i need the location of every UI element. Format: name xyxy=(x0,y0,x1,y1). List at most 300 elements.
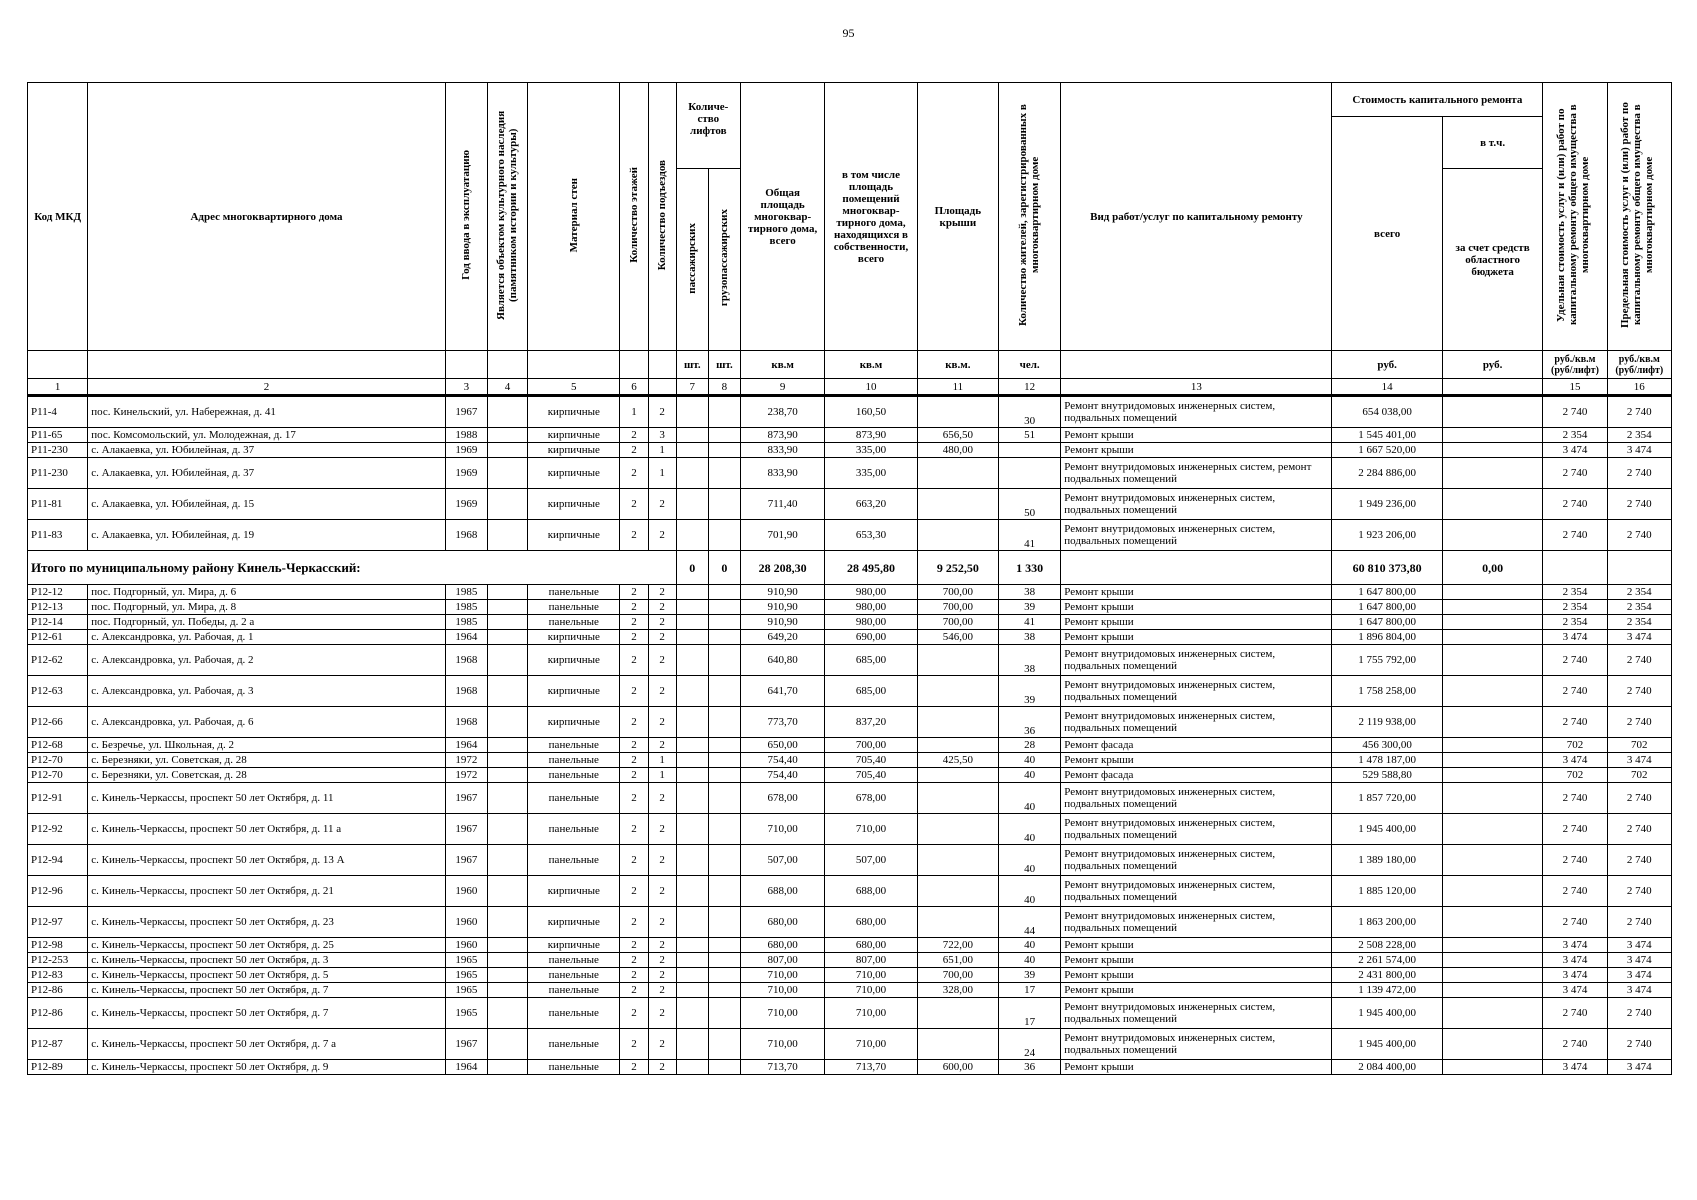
owned-area-cell: 680,00 xyxy=(825,938,917,953)
year-cell: 1965 xyxy=(445,953,487,968)
entrances-cell: 2 xyxy=(648,814,676,845)
residents-cell: 36 xyxy=(999,1060,1061,1075)
roof-area-cell xyxy=(917,458,998,489)
year-cell: 1967 xyxy=(445,814,487,845)
heritage-cell xyxy=(487,645,527,676)
house-code: Р12-68 xyxy=(28,738,88,753)
floors-cell: 2 xyxy=(620,1060,648,1075)
year-cell: 1985 xyxy=(445,615,487,630)
max-cost-cell: 2 354 xyxy=(1607,585,1671,600)
material-cell: панельные xyxy=(528,983,620,998)
entrances-cell: 1 xyxy=(648,768,676,783)
regional-cell xyxy=(1442,707,1542,738)
work-type-cell: Ремонт фасада xyxy=(1061,768,1332,783)
entrances-cell: 1 xyxy=(648,443,676,458)
house-address: с. Кинель-Черкассы, проспект 50 лет Октября, д. 9 xyxy=(88,1060,446,1075)
lift-passenger-cell xyxy=(676,615,708,630)
year-cell: 1967 xyxy=(445,1029,487,1060)
column-number: 6 xyxy=(620,379,648,396)
material-cell: панельные xyxy=(528,753,620,768)
lift-cargo-cell xyxy=(708,998,740,1029)
work-type-cell: Ремонт крыши xyxy=(1061,938,1332,953)
residents-cell: 40 xyxy=(999,953,1061,968)
roof-area-cell xyxy=(917,1029,998,1060)
cost-cell: 1 389 180,00 xyxy=(1332,845,1442,876)
entrances-cell: 2 xyxy=(648,1060,676,1075)
regional-cell xyxy=(1442,458,1542,489)
header-incl: в т.ч. xyxy=(1442,117,1542,169)
floors-cell: 2 xyxy=(620,630,648,645)
unit-cost-cell: 3 474 xyxy=(1543,938,1607,953)
lift-passenger-cell xyxy=(676,907,708,938)
entrances-cell: 2 xyxy=(648,876,676,907)
material-cell: кирпичные xyxy=(528,630,620,645)
lift-cargo-cell xyxy=(708,585,740,600)
work-type-cell: Ремонт внутридомовых инженерных систем, подвальных помещений xyxy=(1061,676,1332,707)
residents-cell: 40 xyxy=(999,768,1061,783)
house-code: Р12-70 xyxy=(28,753,88,768)
table-row xyxy=(28,585,1672,600)
heritage-cell xyxy=(487,738,527,753)
work-type-cell: Ремонт внутридомовых инженерных систем, ремонт подвальных помещений xyxy=(1061,458,1332,489)
floors-cell: 1 xyxy=(620,396,648,428)
column-number: 3 xyxy=(445,379,487,396)
unit-cost-cell: 2 740 xyxy=(1543,876,1607,907)
heritage-cell xyxy=(487,630,527,645)
roof-area-cell: 425,50 xyxy=(917,753,998,768)
header-address: Адрес многоквартирного дома xyxy=(88,83,446,351)
column-number xyxy=(1442,379,1542,396)
year-cell: 1985 xyxy=(445,600,487,615)
max-cost-cell: 3 474 xyxy=(1607,953,1671,968)
lift-passenger-cell xyxy=(676,1060,708,1075)
heritage-cell xyxy=(487,1060,527,1075)
roof-area-cell xyxy=(917,520,998,551)
table-row xyxy=(28,953,1672,968)
house-address: с. Алакаевка, ул. Юбилейная, д. 37 xyxy=(88,443,446,458)
house-code: Р12-13 xyxy=(28,600,88,615)
heritage-cell xyxy=(487,968,527,983)
house-address: пос. Комсомольский, ул. Молодежная, д. 17 xyxy=(88,428,446,443)
cost-cell: 1 945 400,00 xyxy=(1332,814,1442,845)
heritage-cell xyxy=(487,768,527,783)
entrances-cell: 3 xyxy=(648,428,676,443)
column-number: 7 xyxy=(676,379,708,396)
roof-area-cell: 700,00 xyxy=(917,600,998,615)
work-type-cell: Ремонт внутридомовых инженерных систем, подвальных помещений xyxy=(1061,707,1332,738)
total-area: 28 208,30 xyxy=(740,551,824,585)
house-code: Р12-14 xyxy=(28,615,88,630)
regional-cell xyxy=(1442,428,1542,443)
unit-cost-cell: 2 740 xyxy=(1543,907,1607,938)
lift-passenger-cell xyxy=(676,396,708,428)
header-work-type: Вид работ/услуг по капитальному ремонту xyxy=(1061,83,1332,351)
header-residents: Количество жителей, зарегистрированных в многоквартирном доме xyxy=(1016,104,1041,326)
column-number: 13 xyxy=(1061,379,1332,396)
house-address: с. Березняки, ул. Советская, д. 28 xyxy=(88,753,446,768)
residents-cell xyxy=(999,443,1061,458)
year-cell: 1967 xyxy=(445,845,487,876)
cost-cell: 1 758 258,00 xyxy=(1332,676,1442,707)
lift-cargo-cell xyxy=(708,707,740,738)
residents-cell: 17 xyxy=(999,983,1061,998)
heritage-cell xyxy=(487,938,527,953)
lift-cargo-cell xyxy=(708,630,740,645)
unit-cost-cell: 2 740 xyxy=(1543,645,1607,676)
roof-area-cell xyxy=(917,768,998,783)
regional-cell xyxy=(1442,876,1542,907)
year-cell: 1960 xyxy=(445,938,487,953)
material-cell: панельные xyxy=(528,968,620,983)
cost-cell: 1 945 400,00 xyxy=(1332,998,1442,1029)
work-type-cell: Ремонт внутридомовых инженерных систем, подвальных помещений xyxy=(1061,907,1332,938)
owned-area-cell: 713,70 xyxy=(825,1060,917,1075)
lift-passenger-cell xyxy=(676,520,708,551)
unit-cell: шт. xyxy=(708,351,740,379)
work-type-cell: Ремонт крыши xyxy=(1061,443,1332,458)
unit-cost-cell: 2 740 xyxy=(1543,998,1607,1029)
material-cell: кирпичные xyxy=(528,443,620,458)
house-code: Р11-83 xyxy=(28,520,88,551)
total-area-cell: 701,90 xyxy=(740,520,824,551)
heritage-cell xyxy=(487,428,527,443)
roof-area-cell xyxy=(917,876,998,907)
cost-cell: 1 885 120,00 xyxy=(1332,876,1442,907)
material-cell: кирпичные xyxy=(528,645,620,676)
table-row xyxy=(28,1060,1672,1075)
total-work-empty xyxy=(1061,551,1332,585)
cost-cell: 2 508 228,00 xyxy=(1332,938,1442,953)
total-area-cell: 649,20 xyxy=(740,630,824,645)
max-cost-cell: 2 740 xyxy=(1607,998,1671,1029)
table-row xyxy=(28,600,1672,615)
roof-area-cell: 722,00 xyxy=(917,938,998,953)
lift-cargo-cell xyxy=(708,814,740,845)
header-lift-cargo: грузопассажирских xyxy=(718,209,731,307)
material-cell: панельные xyxy=(528,738,620,753)
floors-cell: 2 xyxy=(620,876,648,907)
column-number: 12 xyxy=(999,379,1061,396)
owned-area-cell: 837,20 xyxy=(825,707,917,738)
cost-cell: 1 647 800,00 xyxy=(1332,585,1442,600)
column-number: 4 xyxy=(487,379,527,396)
unit-cost-cell: 2 740 xyxy=(1543,520,1607,551)
cost-cell: 1 896 804,00 xyxy=(1332,630,1442,645)
house-code: Р12-12 xyxy=(28,585,88,600)
lift-passenger-cell xyxy=(676,814,708,845)
owned-area-cell: 710,00 xyxy=(825,814,917,845)
residents-cell: 40 xyxy=(999,753,1061,768)
roof-area-cell xyxy=(917,396,998,428)
owned-area-cell: 873,90 xyxy=(825,428,917,443)
max-cost-cell: 702 xyxy=(1607,738,1671,753)
regional-cell xyxy=(1442,968,1542,983)
table-row xyxy=(28,845,1672,876)
year-cell: 1968 xyxy=(445,676,487,707)
material-cell: кирпичные xyxy=(528,938,620,953)
regional-cell xyxy=(1442,738,1542,753)
material-cell: панельные xyxy=(528,953,620,968)
header-lift-passenger: пассажирских xyxy=(686,222,699,294)
work-type-cell: Ремонт крыши xyxy=(1061,983,1332,998)
work-type-cell: Ремонт фасада xyxy=(1061,738,1332,753)
table-row xyxy=(28,458,1672,489)
floors-cell: 2 xyxy=(620,585,648,600)
floors-cell: 2 xyxy=(620,814,648,845)
heritage-cell xyxy=(487,615,527,630)
residents-cell: 40 xyxy=(999,938,1061,953)
lift-passenger-cell xyxy=(676,768,708,783)
unit-cost-cell: 2 354 xyxy=(1543,615,1607,630)
roof-area-cell xyxy=(917,783,998,814)
year-cell: 1967 xyxy=(445,396,487,428)
floors-cell: 2 xyxy=(620,738,648,753)
floors-cell: 2 xyxy=(620,953,648,968)
material-cell: панельные xyxy=(528,1029,620,1060)
house-address: с. Александровка, ул. Рабочая, д. 1 xyxy=(88,630,446,645)
cost-cell: 529 588,80 xyxy=(1332,768,1442,783)
total-area-cell: 833,90 xyxy=(740,443,824,458)
entrances-cell: 2 xyxy=(648,676,676,707)
total-area-cell: 238,70 xyxy=(740,396,824,428)
cost-cell: 2 119 938,00 xyxy=(1332,707,1442,738)
table-row xyxy=(28,489,1672,520)
roof-area-cell xyxy=(917,738,998,753)
entrances-cell: 2 xyxy=(648,600,676,615)
regional-cell xyxy=(1442,489,1542,520)
entrances-cell: 1 xyxy=(648,753,676,768)
heritage-cell xyxy=(487,585,527,600)
year-cell: 1965 xyxy=(445,968,487,983)
floors-cell: 2 xyxy=(620,520,648,551)
entrances-cell: 2 xyxy=(648,630,676,645)
house-code: Р11-230 xyxy=(28,458,88,489)
unit-cost-cell: 702 xyxy=(1543,738,1607,753)
lift-cargo-cell xyxy=(708,738,740,753)
cost-cell: 1 139 472,00 xyxy=(1332,983,1442,998)
max-cost-cell: 3 474 xyxy=(1607,753,1671,768)
cost-cell: 1 923 206,00 xyxy=(1332,520,1442,551)
entrances-cell: 2 xyxy=(648,845,676,876)
house-code: Р12-96 xyxy=(28,876,88,907)
owned-area-cell: 980,00 xyxy=(825,615,917,630)
header-heritage: Является объектом культурного наследия (памятником истории и культуры) xyxy=(494,110,519,320)
owned-area-cell: 980,00 xyxy=(825,585,917,600)
floors-cell: 2 xyxy=(620,783,648,814)
roof-area-cell xyxy=(917,998,998,1029)
table-row xyxy=(28,983,1672,998)
house-address: с. Кинель-Черкассы, проспект 50 лет Октября, д. 3 xyxy=(88,953,446,968)
column-number: 11 xyxy=(917,379,998,396)
year-cell: 1969 xyxy=(445,443,487,458)
entrances-cell: 2 xyxy=(648,1029,676,1060)
owned-area-cell: 680,00 xyxy=(825,907,917,938)
owned-area-cell: 653,30 xyxy=(825,520,917,551)
owned-area-cell: 710,00 xyxy=(825,983,917,998)
table-row xyxy=(28,814,1672,845)
heritage-cell xyxy=(487,676,527,707)
total-area-cell: 650,00 xyxy=(740,738,824,753)
entrances-cell: 2 xyxy=(648,938,676,953)
regional-cell xyxy=(1442,630,1542,645)
regional-cell xyxy=(1442,1060,1542,1075)
regional-cell xyxy=(1442,907,1542,938)
residents-cell: 28 xyxy=(999,738,1061,753)
unit-cost-cell: 3 474 xyxy=(1543,953,1607,968)
total-max-empty xyxy=(1607,551,1671,585)
cost-cell: 2 284 886,00 xyxy=(1332,458,1442,489)
unit-cost-cell: 2 740 xyxy=(1543,707,1607,738)
table-row xyxy=(28,753,1672,768)
max-cost-cell: 2 740 xyxy=(1607,520,1671,551)
cost-cell: 2 431 800,00 xyxy=(1332,968,1442,983)
total-area-cell: 833,90 xyxy=(740,458,824,489)
total-lift-passenger: 0 xyxy=(676,551,708,585)
work-type-cell: Ремонт внутридомовых инженерных систем, подвальных помещений xyxy=(1061,783,1332,814)
lift-cargo-cell xyxy=(708,1029,740,1060)
owned-area-cell: 705,40 xyxy=(825,768,917,783)
owned-area-cell: 980,00 xyxy=(825,600,917,615)
header-regional: за счет средств областного бюджета xyxy=(1442,169,1542,351)
max-cost-cell: 2 740 xyxy=(1607,676,1671,707)
year-cell: 1967 xyxy=(445,783,487,814)
work-type-cell: Ремонт крыши xyxy=(1061,1060,1332,1075)
lift-cargo-cell xyxy=(708,907,740,938)
regional-cell xyxy=(1442,443,1542,458)
max-cost-cell: 2 740 xyxy=(1607,783,1671,814)
unit-cost-cell: 2 740 xyxy=(1543,1029,1607,1060)
owned-area-cell: 710,00 xyxy=(825,998,917,1029)
unit-cost-cell: 702 xyxy=(1543,768,1607,783)
total-area-cell: 710,00 xyxy=(740,983,824,998)
residents-cell: 36 xyxy=(999,707,1061,738)
total-area-cell: 507,00 xyxy=(740,845,824,876)
unit-cell: руб. xyxy=(1442,351,1542,379)
total-area-cell: 910,90 xyxy=(740,600,824,615)
heritage-cell xyxy=(487,845,527,876)
unit-cost-cell: 2 740 xyxy=(1543,396,1607,428)
lift-cargo-cell xyxy=(708,615,740,630)
lift-passenger-cell xyxy=(676,489,708,520)
lift-cargo-cell xyxy=(708,428,740,443)
column-number: 5 xyxy=(528,379,620,396)
lift-cargo-cell xyxy=(708,443,740,458)
total-area-cell: 754,40 xyxy=(740,768,824,783)
column-number: 2 xyxy=(88,379,446,396)
header-owned-area: в том числе площадь помещений многоквар-тирного дома, находящихся в собственности, всего xyxy=(825,83,917,351)
work-type-cell: Ремонт крыши xyxy=(1061,953,1332,968)
unit-cell: руб. xyxy=(1332,351,1442,379)
floors-cell: 2 xyxy=(620,645,648,676)
lift-cargo-cell xyxy=(708,845,740,876)
unit-cost-cell: 2 354 xyxy=(1543,600,1607,615)
house-address: с. Безречье, ул. Школьная, д. 2 xyxy=(88,738,446,753)
table-row xyxy=(28,615,1672,630)
total-area-cell: 873,90 xyxy=(740,428,824,443)
unit-cost-cell: 2 740 xyxy=(1543,814,1607,845)
lift-cargo-cell xyxy=(708,600,740,615)
residents-cell: 17 xyxy=(999,998,1061,1029)
lift-passenger-cell xyxy=(676,953,708,968)
floors-cell: 2 xyxy=(620,600,648,615)
residents-cell: 38 xyxy=(999,630,1061,645)
year-cell: 1972 xyxy=(445,753,487,768)
heritage-cell xyxy=(487,489,527,520)
lift-cargo-cell xyxy=(708,983,740,998)
cost-cell: 1 545 401,00 xyxy=(1332,428,1442,443)
total-label: Итого по муниципальному району Кинель-Черкасский: xyxy=(28,551,677,585)
regional-cell xyxy=(1442,845,1542,876)
house-code: Р12-98 xyxy=(28,938,88,953)
max-cost-cell: 3 474 xyxy=(1607,968,1671,983)
house-address: с. Кинель-Черкассы, проспект 50 лет Октября, д. 13 А xyxy=(88,845,446,876)
house-code: Р12-91 xyxy=(28,783,88,814)
unit-cell: чел. xyxy=(999,351,1061,379)
max-cost-cell: 2 740 xyxy=(1607,1029,1671,1060)
total-unit-empty xyxy=(1543,551,1607,585)
total-area-cell: 688,00 xyxy=(740,876,824,907)
floors-cell: 2 xyxy=(620,938,648,953)
table-row xyxy=(28,676,1672,707)
residents-cell xyxy=(999,458,1061,489)
year-cell: 1968 xyxy=(445,520,487,551)
work-type-cell: Ремонт крыши xyxy=(1061,600,1332,615)
residents-cell: 40 xyxy=(999,845,1061,876)
cost-cell: 1 863 200,00 xyxy=(1332,907,1442,938)
unit-cost-cell: 3 474 xyxy=(1543,983,1607,998)
unit-cost-cell: 2 354 xyxy=(1543,585,1607,600)
heritage-cell xyxy=(487,396,527,428)
owned-area-cell: 807,00 xyxy=(825,953,917,968)
house-code: Р12-66 xyxy=(28,707,88,738)
year-cell: 1960 xyxy=(445,907,487,938)
table-row xyxy=(28,443,1672,458)
house-code: Р12-97 xyxy=(28,907,88,938)
residents-cell: 51 xyxy=(999,428,1061,443)
year-cell: 1960 xyxy=(445,876,487,907)
regional-cell xyxy=(1442,814,1542,845)
unit-cost-cell: 2 740 xyxy=(1543,489,1607,520)
cost-cell: 2 261 574,00 xyxy=(1332,953,1442,968)
roof-area-cell: 328,00 xyxy=(917,983,998,998)
material-cell: кирпичные xyxy=(528,707,620,738)
regional-cell xyxy=(1442,676,1542,707)
max-cost-cell: 3 474 xyxy=(1607,630,1671,645)
header-cost-total: всего xyxy=(1332,117,1442,351)
house-code: Р12-70 xyxy=(28,768,88,783)
house-address: пос. Кинельский, ул. Набережная, д. 41 xyxy=(88,396,446,428)
regional-cell xyxy=(1442,783,1542,814)
max-cost-cell: 2 740 xyxy=(1607,907,1671,938)
roof-area-cell: 700,00 xyxy=(917,968,998,983)
house-address: с. Кинель-Черкассы, проспект 50 лет Октября, д. 11 xyxy=(88,783,446,814)
cost-cell: 456 300,00 xyxy=(1332,738,1442,753)
unit-cell: шт. xyxy=(676,351,708,379)
lift-passenger-cell xyxy=(676,630,708,645)
roof-area-cell xyxy=(917,489,998,520)
owned-area-cell: 160,50 xyxy=(825,396,917,428)
residents-cell: 38 xyxy=(999,585,1061,600)
lift-passenger-cell xyxy=(676,1029,708,1060)
lift-passenger-cell xyxy=(676,753,708,768)
total-area-cell: 713,70 xyxy=(740,1060,824,1075)
entrances-cell: 2 xyxy=(648,707,676,738)
regional-cell xyxy=(1442,600,1542,615)
roof-area-cell: 700,00 xyxy=(917,585,998,600)
max-cost-cell: 3 474 xyxy=(1607,1060,1671,1075)
total-owned-area: 28 495,80 xyxy=(825,551,917,585)
house-address: с. Алакаевка, ул. Юбилейная, д. 19 xyxy=(88,520,446,551)
